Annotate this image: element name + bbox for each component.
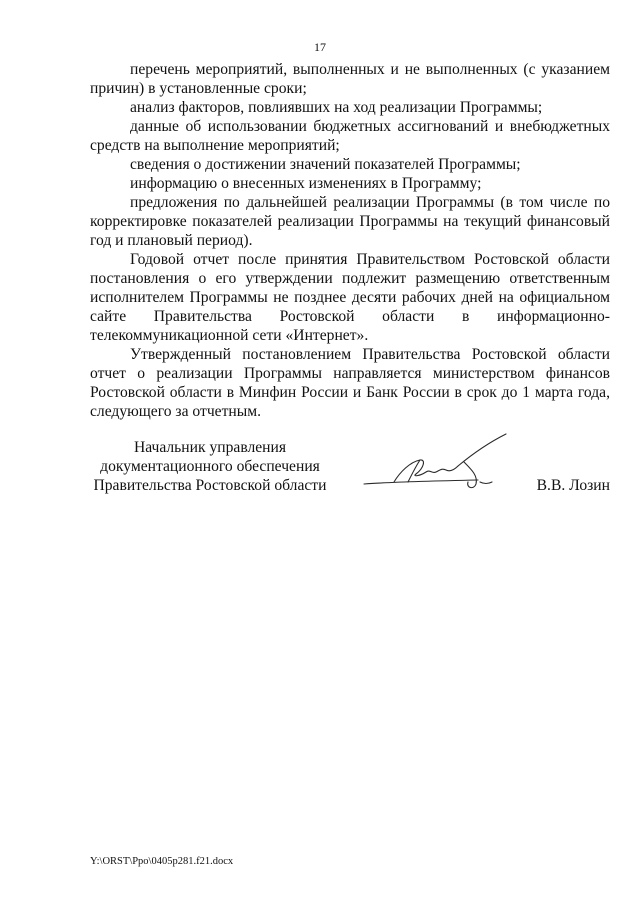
paragraph-measures-list: перечень мероприятий, выполненных и не выполненных (с указанием причин) в установленные сроки; xyxy=(90,61,610,97)
paragraph-changes: информацию о внесенных изменениях в Программу; xyxy=(130,175,482,192)
signer-title-line: Начальник управления xyxy=(133,439,287,456)
signer-title xyxy=(90,438,330,495)
signature-block xyxy=(90,438,610,508)
page-number: 17 xyxy=(314,40,326,54)
signer-title-line: документационного обеспечения xyxy=(100,458,320,475)
paragraph-annual-report-publication: Годовой отчет после принятия Правительством Ростовской области постановления о его утверждении подлежит размещению ответственным исполнителем Программы не позднее десяти рабочих дней на официальном сайте Правительства Ростовской области в информационно-телекоммуникационной сети «Интернет». xyxy=(90,251,610,344)
handwritten-signature-image xyxy=(360,432,520,502)
document-body xyxy=(90,60,610,421)
paragraph-budget-usage: данные об использовании бюджетных ассигнований и внебюджетных средств на выполнение мероприятий; xyxy=(90,118,610,154)
signer-name: В.В. Лозин xyxy=(536,477,610,494)
signer-title-line: Правительства Ростовской области xyxy=(93,477,327,494)
paragraph-indicators: сведения о достижении значений показателей Программы; xyxy=(130,156,521,173)
paragraph-proposals: предложения по дальнейшей реализации Программы (в том числе по корректировке показателей реализации Программы на текущий финансовый год и плановый период). xyxy=(90,194,610,249)
paragraph-report-submission: Утвержденный постановлением Правительства Ростовской области отчет о реализации Программы направляется министерством финансов Ростовской области в Минфин России и Банк России в срок до 1 марта года, следующего за отчетным. xyxy=(90,346,610,420)
footer-file-path: Y:\ORST\Ppo\0405p281.f21.docx xyxy=(90,856,234,867)
paragraph-factors-analysis: анализ факторов, повлиявших на ход реализации Программы; xyxy=(130,99,543,116)
